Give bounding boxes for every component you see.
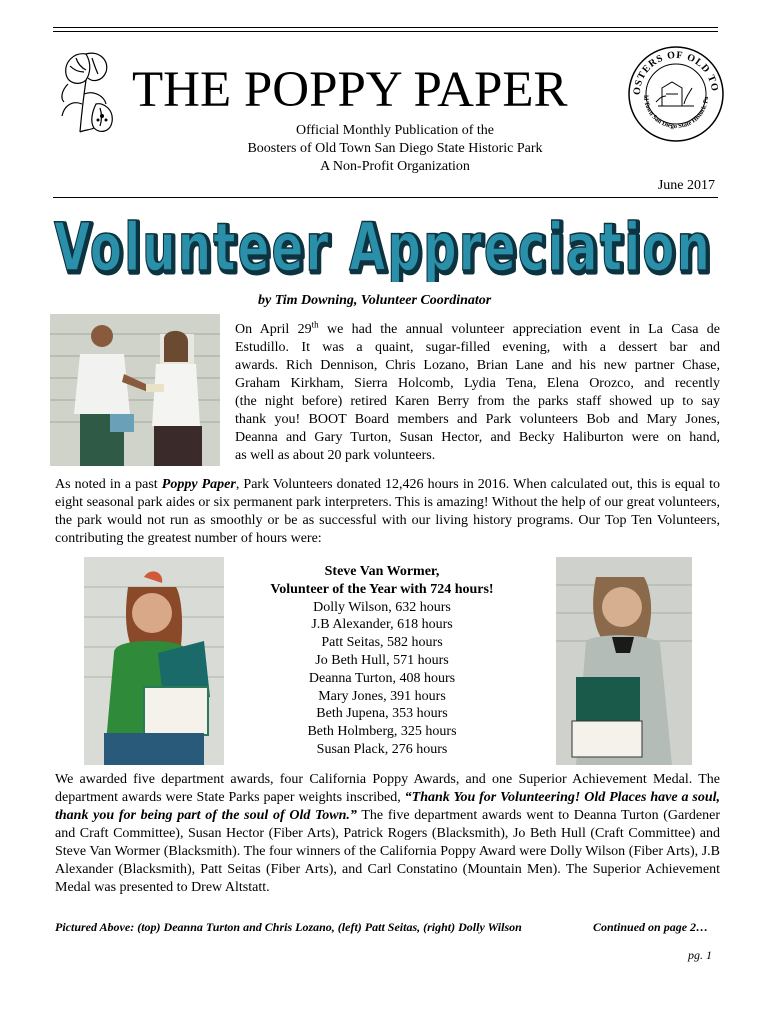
intro-line-5: (the night before) retired Karen Berry from the parks staff showed up to say [235,394,720,409]
volunteer-entry: Dolly Wilson, 632 hours [313,599,451,615]
volunteer-entry: J.B Alexander, 618 hours [311,617,453,633]
body2-quote: “Thank You for Volunteering! Old Places have a soul, thank you for being part of the soul of Old Town.” [55,790,721,823]
boosters-seal [626,44,726,144]
body1-rest: , Park Volunteers donated 12,426 hours in 2016. When calculated out, this is equal to eight seasonal park aides or six permanent park interpreters. This is amazing! Without the help of our great volunteers, the park would not run as smoothly or be as successful with our living history programs. Our Top Ten Volunteers, contributing the greatest number of hours were: [55,477,720,546]
subtitle-line-1: Official Monthly Publication of the [295,123,495,138]
volunteer-entry: Susan Plack, 276 hours [316,741,448,757]
intro-line-8: as well as about 20 park volunteers. [235,448,436,463]
body1-lead: As noted in a past [55,477,162,492]
subtitle-line-2: Boosters of Old Town San Diego State Historic Park [247,141,543,156]
volunteer-entry: Jo Beth Hull, 571 hours [315,652,449,668]
intro-paragraph [235,321,720,465]
seal-top-text: OSTERS OF OLD TO [631,49,721,96]
intro-line-1a: On April 29 [235,322,312,337]
intro-line-6: thank you! BOOT Board members and Park volunteers Bob and Mary Jones, [235,412,720,427]
intro-line-1b: we had the annual volunteer appreciation event in La Casa de [318,322,720,337]
volunteer-entry: Beth Holmberg, 325 hours [307,724,457,740]
intro-line-3: awards. Rich Dennison, Chris Lozano, Brian Lane and his new partner Chase, [235,358,720,373]
headline-text: Volunteer Appreciation [54,212,712,282]
volunteer-entry: Deanna Turton, 408 hours [308,670,456,686]
winner-title: Volunteer of the Year with 724 hours! [270,581,494,597]
subtitle-line-3: A Non-Profit Organization [320,159,470,174]
byline: by Tim Downing, Volunteer Coordinator [258,293,492,308]
photo-caption: Pictured Above: (top) Deanna Turton and Chris Lozano, (left) Patt Seitas, (right) Dolly Wilson [55,920,522,934]
photo-dolly-wilson [556,557,692,765]
top-rule-1 [53,27,718,28]
poppy-logo [56,44,124,140]
svg-text:BOOSTERS OF OLD TOWN [626,44,720,95]
winner-name: Steve Van Wormer, [324,564,440,579]
intro-sup: th [311,319,319,330]
top-volunteers-list [232,563,532,759]
top-rule-2 [53,31,718,32]
body1-emph: Poppy Paper [161,477,236,492]
volunteer-entry: Mary Jones, 391 hours [318,688,446,704]
volunteer-entry: Beth Jupena, 353 hours [316,706,448,722]
issue-date: June 2017 [657,178,715,193]
intro-line-7: Deanna and Gary Turton, Susan Hector, and Becky Haliburton were on hand, [235,430,720,445]
volunteer-entry: Patt Seitas, 582 hours [321,635,443,651]
date-rule [53,197,718,198]
headline [53,212,718,282]
seal-bottom-text: ld Town San Diego State Historic Pa [641,95,711,131]
continued-link[interactable]: Continued on page 2… [593,920,709,934]
body2-b: The five department awards went to Deanna Turton (Gardener and Craft Committee), Susan Hector (Fiber Arts), Patrick Rogers (Blacksmith), Jo Beth Hull (Craft Committee) and Steve Van Wormer (Blacksmith). The four winners of the California Poppy Award were Dolly Wilson (Fiber Arts), J.B Alexander (Blacksmith), Patt Seitas (Fiber Arts), and Carl Constatino (Mountain Men). The Superior Achievement Medal was presented to Drew Altstatt. [55,808,720,895]
body-paragraph-1 [55,476,720,548]
page-number: pg. 1 [688,948,712,962]
intro-line-4: Graham Kirkham, Sierra Holcomb, Lydia Tena, Elena Orozco, and recently [235,376,720,391]
photo-turton-lozano [50,314,220,466]
intro-line-2: Estudillo. It was a quaint, sugar-filled evening, with a dessert bar and [235,340,720,355]
photo-patt-seitas [84,557,224,765]
body-paragraph-2 [55,771,720,897]
headline-shadow: Volunteer Appreciation [56,212,714,282]
masthead-title: THE POPPY PAPER [132,62,568,118]
body2-a: We awarded five department awards, four California Poppy Awards, and one Superior Achievement Medal. The department awards were State Parks paper weights inscribed, [55,772,720,805]
